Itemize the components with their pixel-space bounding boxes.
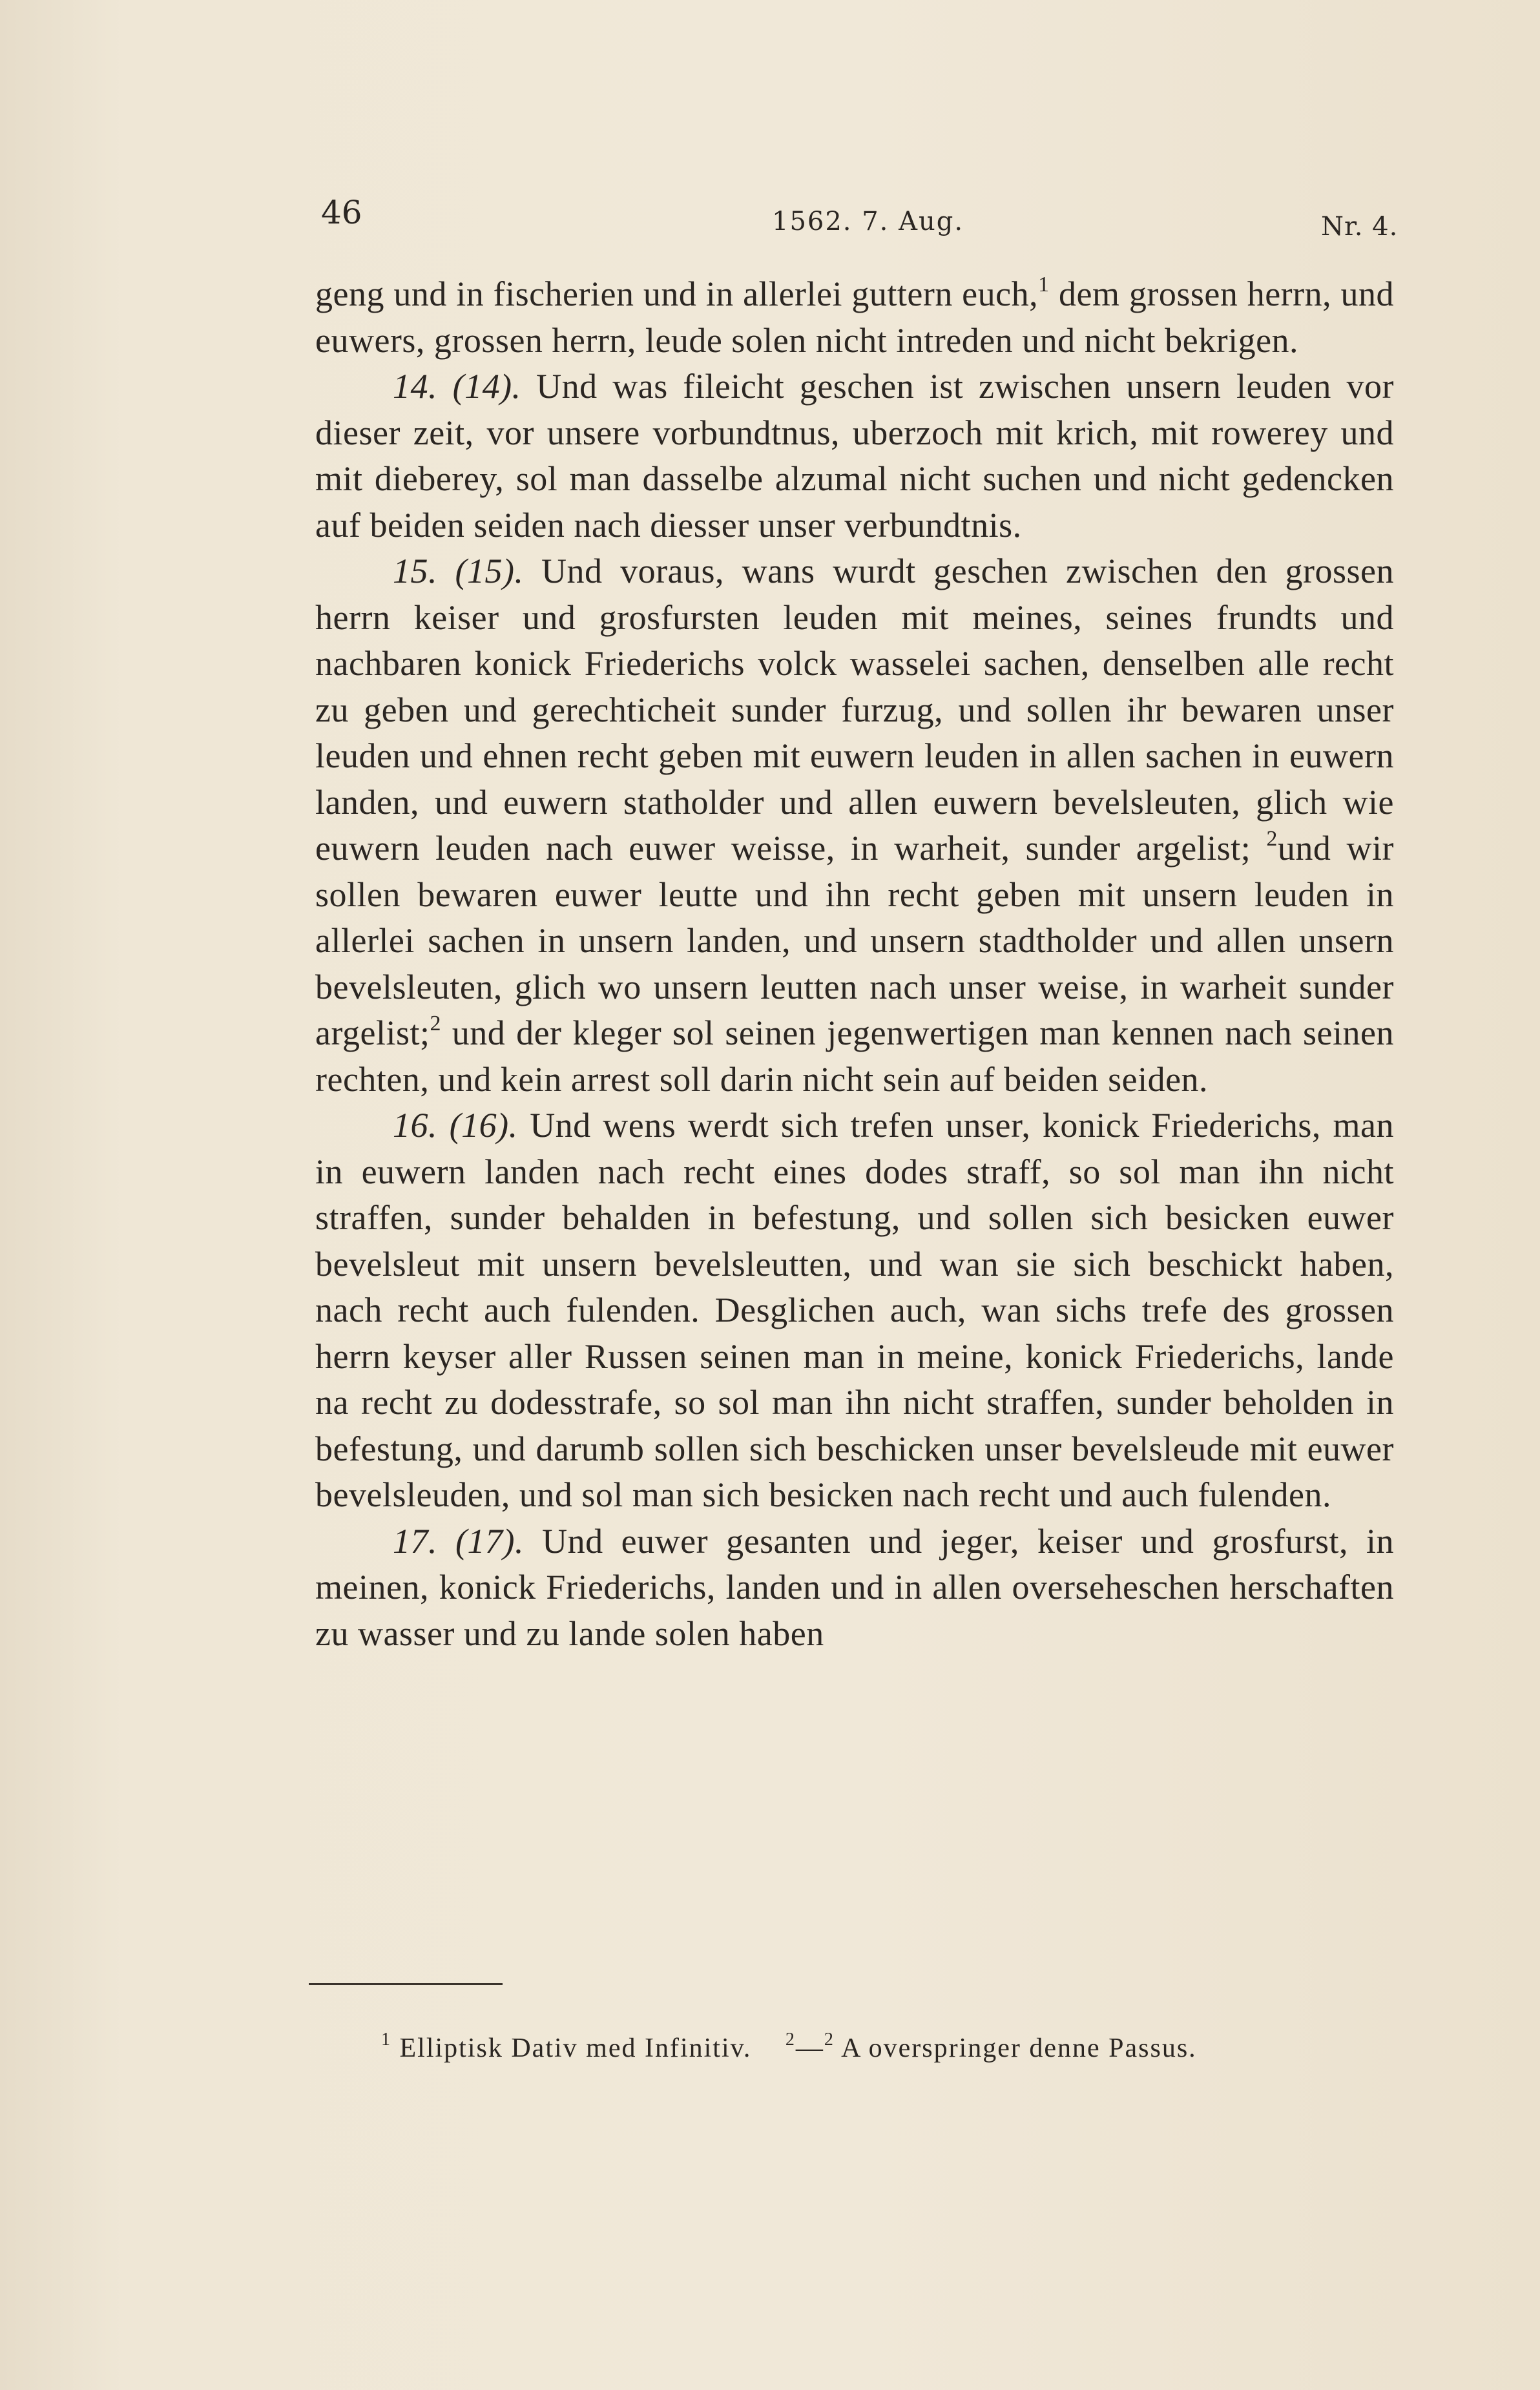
footnote-divider (309, 1983, 503, 1985)
text-run: und der kleger sol seinen jegenwertigen man kennen nach seinen rechten, und kein arrest soll darin nicht sein auf beiden seiden. (315, 1013, 1394, 1099)
text-run: und wir sollen bewaren euwer leutte und ihn recht geben mit unsern leuden in allerlei sachen in unsern landen, und unsern stadtholder und allen unsern bevelsleuten, glich wo unsern leutten nach unser weise, in warheit sunder argelist; (315, 829, 1395, 1052)
text-run: Und was fileicht geschen ist zwischen unsern leuden vor dieser zeit, vor unsere vorbundtnus, uberzoch mit krich, mit rowerey und mit dieberey, sol man dasselbe alzumal nicht suchen und nicht gedencken auf beiden seiden nach diesser unser verbundtnis. (315, 367, 1395, 545)
paragraph (315, 1103, 1394, 1519)
footnote-marker: 2 (824, 2030, 835, 2050)
document-number: Nr. 4. (1321, 212, 1399, 242)
paragraph (315, 548, 1394, 1103)
page-number: 46 (321, 194, 362, 231)
text-run: Und wens werdt sich trefen unser, konick Friederichs, man in euwern landen nach recht eines dodes straff, so sol man ihn nicht straffen, sunder behalden in befestung, und sollen sich besicken euwer bevelsleut mit unsern bevelsleutten, und wan sie sich beschickt haben, nach recht auch fulenden. Desglichen auch, wan sichs trefe des grossen herrn keyser aller Russen seinen man in meine, konick Friederichs, lande na recht zu dodesstrafe, so sol man ihn nicht straffen, sunder beholden in befestung, und darumb sollen sich beschicken unser bevelsleude mit euwer bevelsleuden, und sol man sich besicken nach recht und auch fulenden. (315, 1106, 1395, 1514)
footnote-1-text: Elliptisk Dativ med Infinitiv. (399, 2033, 752, 2063)
footnote-reference: 1 (1038, 273, 1050, 296)
paragraph (315, 1519, 1394, 1657)
footnote-marker: 2 (785, 2030, 796, 2050)
section-number: 14. (14). (393, 367, 521, 406)
footnote-2-range (785, 2030, 835, 2063)
paragraph (315, 271, 1394, 364)
section-number: 15. (15). (393, 552, 524, 590)
footnote-2-text: A overspringer denne Passus. (841, 2033, 1197, 2063)
text-run: dem grossen herrn, und euwers, grossen herrn, leude solen nicht intreden und nicht bekrigen. (315, 275, 1394, 360)
page-header (0, 194, 1540, 245)
footnotes (381, 2030, 1389, 2066)
header-date: 1562. 7. Aug. (772, 207, 964, 236)
footnote-line (381, 2030, 1389, 2066)
footnote-range-dash: — (795, 2033, 824, 2063)
section-number: 16. (16). (393, 1106, 518, 1145)
footnote-reference: 2 (430, 1012, 441, 1035)
text-run: Und euwer gesanten und jeger, keiser und grosfurst, in meinen, konick Friederichs, landen und in allen overseheschen herschaften zu wasser und zu lande solen haben (315, 1521, 1395, 1653)
section-number: 17. (17). (393, 1521, 525, 1561)
footnote-marker: 1 (381, 2030, 391, 2050)
main-text (315, 271, 1394, 1657)
paragraph (315, 364, 1394, 548)
text-run: Und voraus, wans wurdt geschen zwischen den grossen herrn keiser und grosfursten leuden mit meines, seines frundts und nachbaren konick Friederichs volck wasselei sachen, denselben alle recht zu geben und gerechticheit sunder furzug, und sollen ihr bewaren unser leuden und ehnen recht geben mit euwern leuden in allen sachen in euwern landen, und euwern statholder und allen euwern bevelsleuten, glich wie euwern leuden nach euwer weisse, in warheit, sunder argelist; (315, 552, 1394, 868)
text-run: geng und in fischerien und in allerlei guttern euch, (315, 275, 1039, 313)
footnote-reference: 2 (1266, 827, 1278, 851)
